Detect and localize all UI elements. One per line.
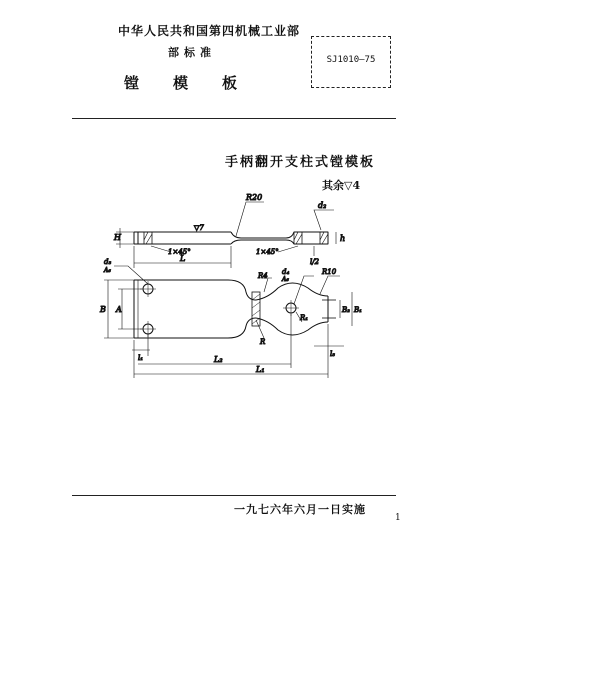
label-h: h (340, 234, 346, 243)
label-d3-fit: A₆ (104, 267, 111, 274)
label-R4: R4 (258, 272, 268, 280)
department-standard: 部标准 (168, 46, 216, 59)
label-d4: d₄ (282, 268, 290, 276)
label-B2: B₂ (342, 306, 350, 314)
standard-code: SJ1010—75 (326, 55, 376, 65)
page-number: 1 (395, 513, 401, 523)
effective-date: 一九七六年六月一日实施 (234, 503, 366, 516)
label-R: R (260, 338, 266, 346)
label-R10: R10 (322, 268, 337, 276)
label-R1: R₁ (300, 314, 309, 322)
label-L: L (180, 254, 186, 263)
label-d4-fit: A₆ (282, 276, 289, 283)
label-l-half: l/2 (310, 258, 320, 266)
standard-code-box (311, 36, 391, 88)
side-view (116, 202, 336, 268)
label-H: H (114, 233, 121, 242)
label-B1: B₁ (354, 306, 362, 314)
technical-drawing (96, 188, 376, 388)
label-roughness: ▽7 (194, 224, 204, 232)
label-d3: d₃ (104, 258, 112, 266)
label-d2: d₂ (318, 201, 327, 210)
label-A: A (116, 305, 122, 314)
header-rule (72, 118, 396, 119)
label-l1: l₁ (138, 354, 144, 362)
document-type: 镗模板 (124, 74, 272, 92)
label-L2: L₂ (214, 355, 223, 364)
label-B: B (100, 305, 106, 314)
label-R20: R20 (246, 193, 263, 202)
footer-rule (72, 495, 396, 496)
ministry-name: 中华人民共和国第四机械工业部 (118, 24, 301, 38)
label-l3: l₃ (330, 350, 336, 358)
surface-finish-note: 其余▽4 (322, 179, 361, 192)
label-chamfer-right: 1×45° (256, 248, 279, 256)
label-L1: L₁ (256, 365, 265, 374)
label-chamfer-left: 1×45° (168, 248, 191, 256)
drawing-title: 手柄翻开支柱式镗模板 (224, 155, 375, 170)
